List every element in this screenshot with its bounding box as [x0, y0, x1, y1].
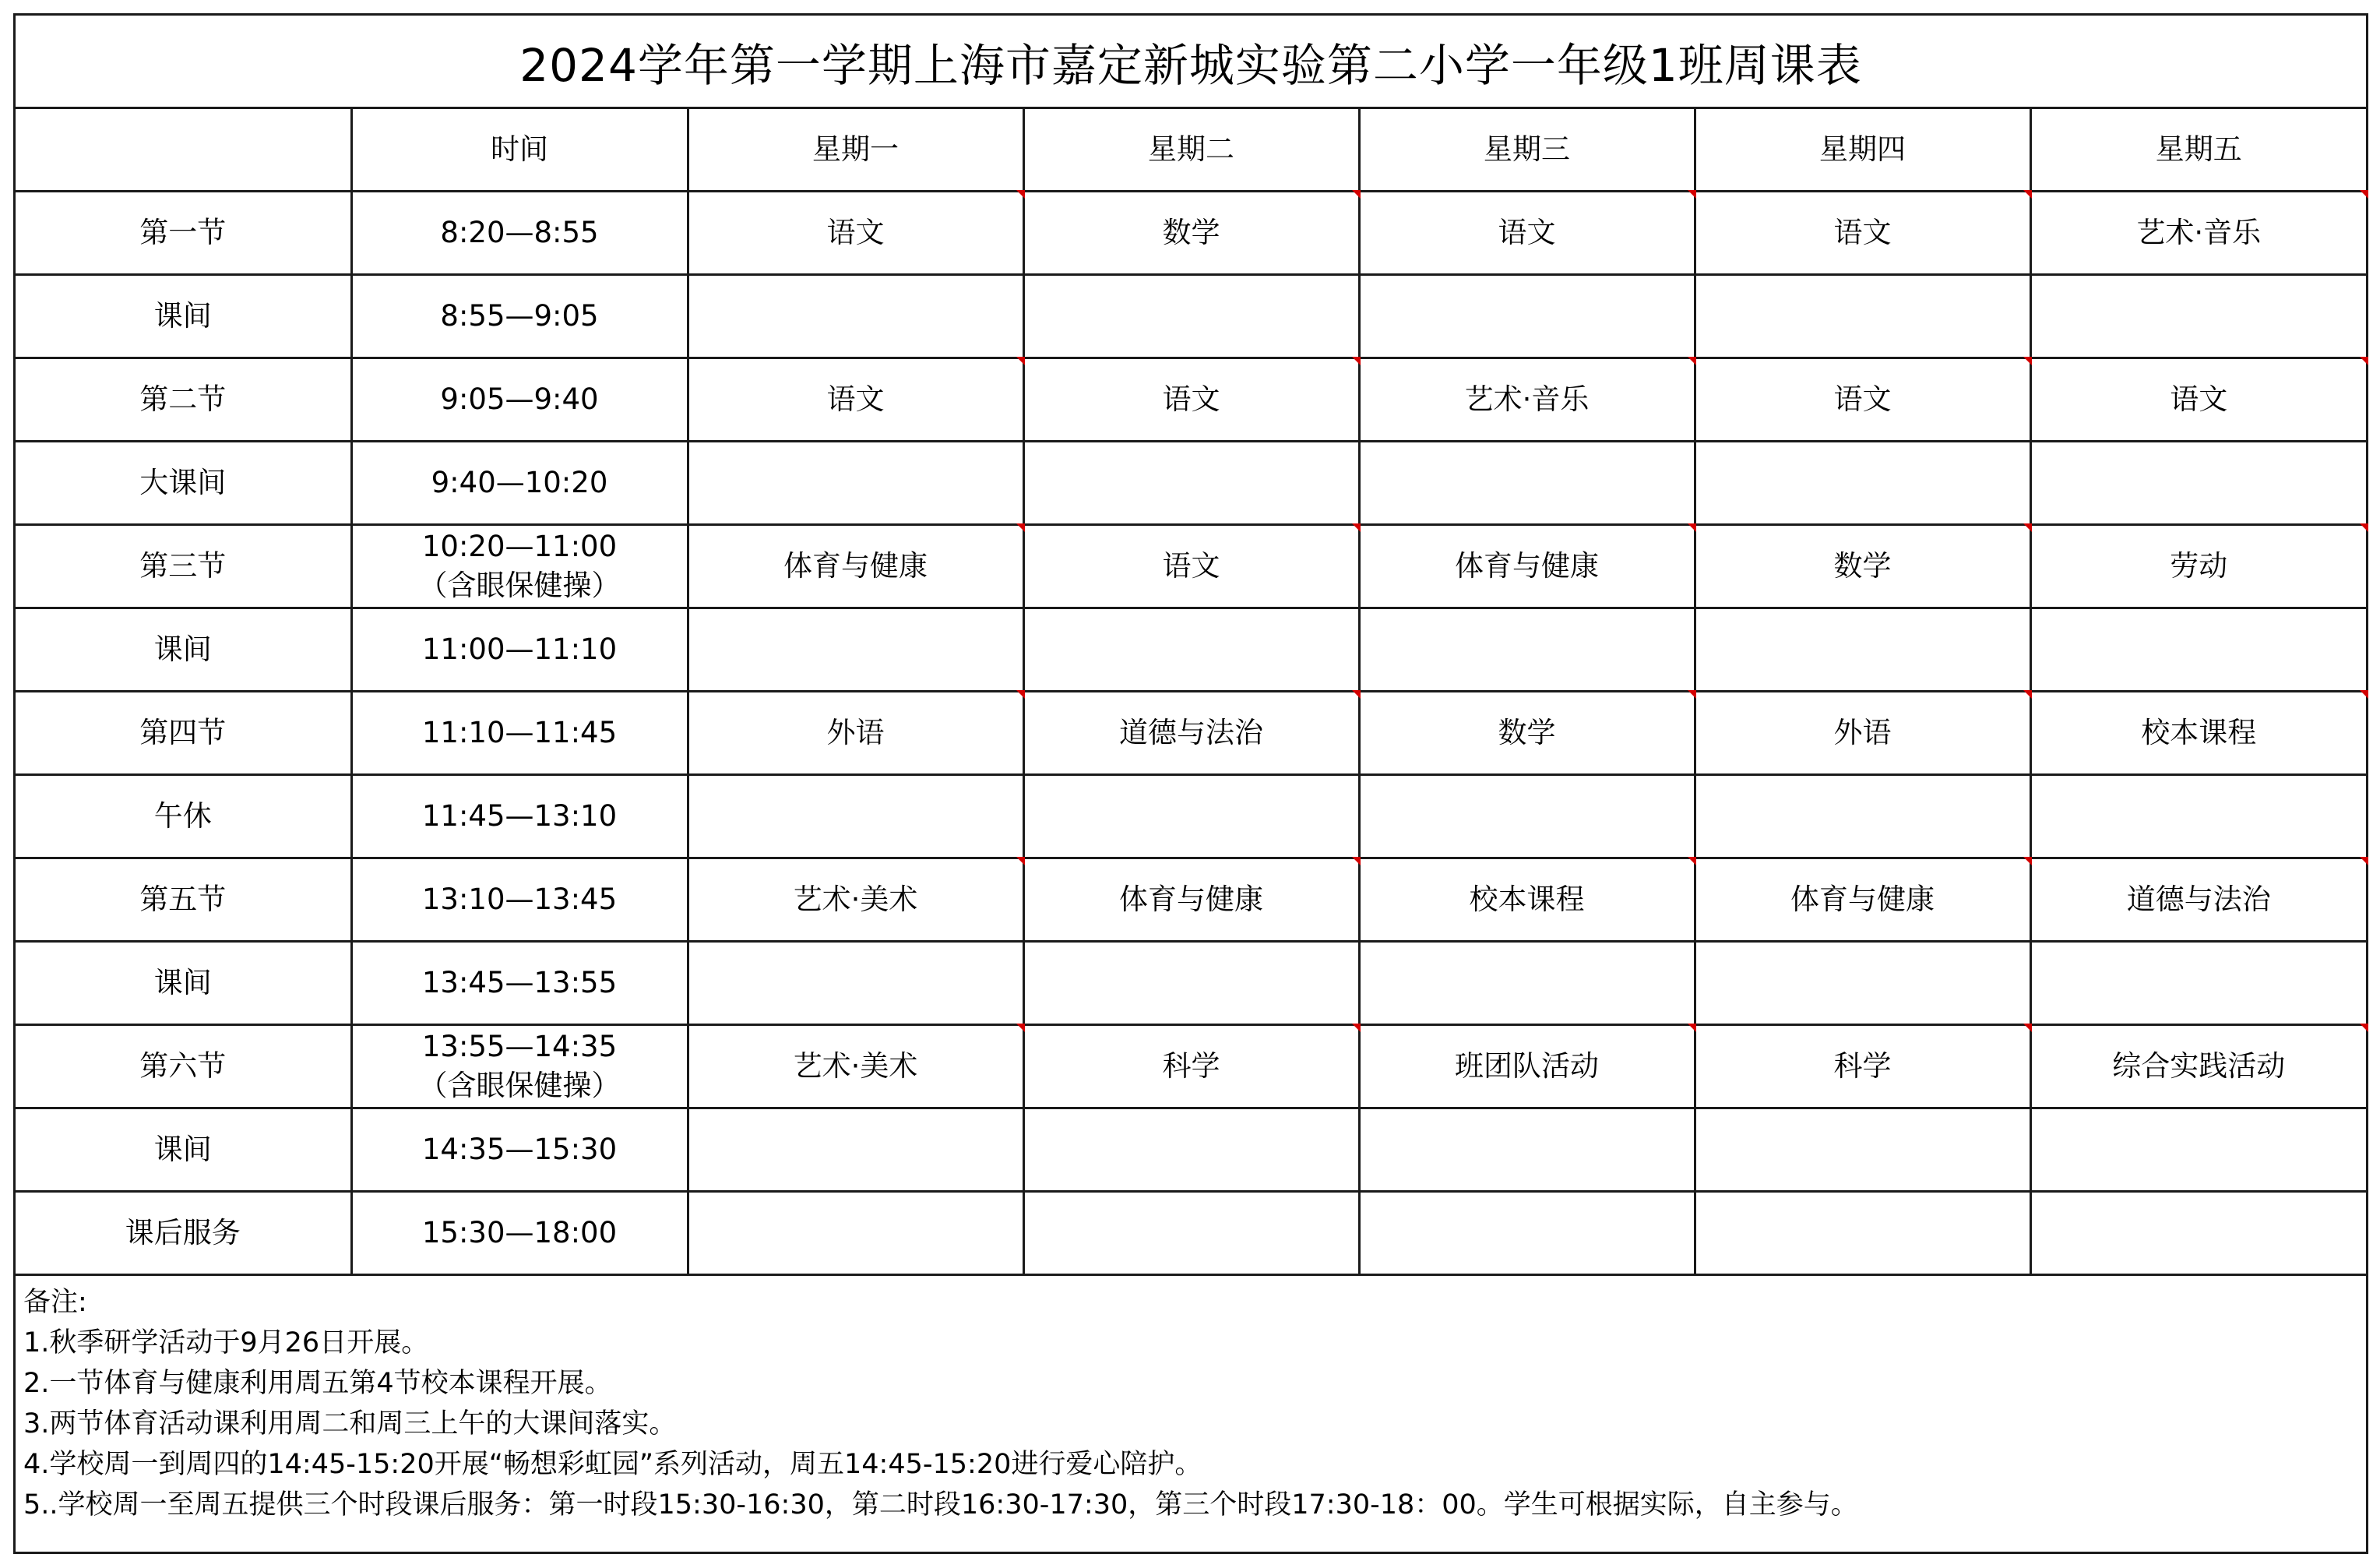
class-cell-wednesday[interactable]: 数学 [1359, 692, 1695, 775]
period-name-cell[interactable]: 第二节 [16, 358, 351, 442]
class-cell-wednesday[interactable]: 班团队活动 [1359, 1025, 1695, 1108]
note-line: 4.学校周一到周四的14:45-15:20开展“畅想彩虹园”系列活动，周五14:45-15:20进行爱心陪护。 [23, 1449, 1202, 1480]
period-time-cell[interactable] [351, 1192, 688, 1275]
timetable-body [16, 109, 2366, 1275]
class-cell-thursday[interactable] [1695, 1192, 2030, 1275]
class-cell-wednesday[interactable] [1359, 442, 1695, 525]
period-name-cell[interactable]: 课后服务 [16, 1192, 351, 1275]
class-cell-tuesday[interactable] [1023, 775, 1359, 858]
period-time-cell[interactable] [351, 1108, 688, 1192]
note-line: 3.两节体育活动课利用周二和周三上午的大课间落实。 [23, 1408, 677, 1439]
class-cell-friday[interactable]: 校本课程 [2030, 692, 2366, 775]
class-cell-tuesday[interactable]: 语文 [1023, 525, 1359, 608]
header-day-thursday[interactable]: 星期四 [1695, 109, 2030, 192]
class-cell-monday[interactable]: 体育与健康 [688, 525, 1023, 608]
class-cell-monday[interactable] [688, 942, 1023, 1025]
class-cell-wednesday[interactable] [1359, 275, 1695, 358]
header-day-monday[interactable]: 星期一 [688, 109, 1023, 192]
class-cell-friday[interactable]: 语文 [2030, 358, 2366, 442]
table-row [16, 858, 2366, 942]
period-name-cell[interactable]: 课间 [16, 275, 351, 358]
period-name-cell[interactable]: 课间 [16, 942, 351, 1025]
time-range-text: 11:10—11:45 [421, 716, 618, 750]
table-row [16, 942, 2366, 1025]
period-time-cell[interactable] [351, 1025, 688, 1108]
header-day-wednesday[interactable]: 星期三 [1359, 109, 1695, 192]
class-cell-monday[interactable] [688, 442, 1023, 525]
timetable [16, 109, 2366, 1276]
table-row [16, 775, 2366, 858]
time-range-text: 13:10—13:45 [421, 883, 618, 917]
time-range-text: 9:40—10:20 [431, 466, 608, 500]
notes-section [16, 1276, 2366, 1525]
table-row [16, 1192, 2366, 1275]
table-row [16, 692, 2366, 775]
class-cell-tuesday[interactable]: 体育与健康 [1023, 858, 1359, 942]
class-cell-thursday[interactable] [1695, 442, 2030, 525]
class-cell-friday[interactable] [2030, 275, 2366, 358]
period-name-cell[interactable]: 第一节 [16, 192, 351, 275]
table-row [16, 192, 2366, 275]
note-line: 1.秋季研学活动于9月26日开展。 [23, 1327, 429, 1358]
class-cell-tuesday[interactable]: 语文 [1023, 358, 1359, 442]
class-cell-monday[interactable]: 艺术·美术 [688, 1025, 1023, 1108]
time-range-text: 9:05—9:40 [440, 382, 599, 417]
table-row [16, 358, 2366, 442]
class-cell-monday[interactable]: 艺术·美术 [688, 858, 1023, 942]
class-cell-friday[interactable] [2030, 608, 2366, 692]
class-cell-tuesday[interactable]: 道德与法治 [1023, 692, 1359, 775]
time-range-text: 15:30—18:00 [421, 1216, 618, 1250]
timetable-sheet [13, 13, 2368, 1554]
table-row [16, 1108, 2366, 1192]
header-blank-cell[interactable] [16, 109, 351, 192]
class-cell-monday[interactable] [688, 1192, 1023, 1275]
note-line: 2.一节体育与健康利用周五第4节校本课程开展。 [23, 1368, 612, 1399]
period-name-cell[interactable]: 大课间 [16, 442, 351, 525]
period-time-cell[interactable] [351, 942, 688, 1025]
class-cell-thursday[interactable] [1695, 1108, 2030, 1192]
class-cell-monday[interactable]: 外语 [688, 692, 1023, 775]
class-cell-thursday[interactable]: 外语 [1695, 692, 2030, 775]
class-cell-friday[interactable] [2030, 442, 2366, 525]
class-cell-wednesday[interactable]: 校本课程 [1359, 858, 1695, 942]
class-cell-friday[interactable]: 劳动 [2030, 525, 2366, 608]
period-name-cell[interactable]: 第六节 [16, 1025, 351, 1108]
class-cell-friday[interactable] [2030, 1108, 2366, 1192]
class-cell-tuesday[interactable]: 数学 [1023, 192, 1359, 275]
time-range-text: 13:55—14:35 [421, 1030, 618, 1064]
time-range-text: 11:45—13:10 [421, 799, 618, 833]
class-cell-tuesday[interactable] [1023, 1192, 1359, 1275]
class-cell-thursday[interactable] [1695, 275, 2030, 358]
period-time-cell[interactable] [351, 608, 688, 692]
table-row [16, 1025, 2366, 1108]
period-time-cell[interactable] [351, 275, 688, 358]
class-cell-thursday[interactable]: 数学 [1695, 525, 2030, 608]
class-cell-tuesday[interactable] [1023, 608, 1359, 692]
class-cell-friday[interactable]: 道德与法治 [2030, 858, 2366, 942]
period-name-cell[interactable]: 第四节 [16, 692, 351, 775]
class-cell-thursday[interactable] [1695, 608, 2030, 692]
page-title: 2024学年第一学期上海市嘉定新城实验第二小学一年级1班周课表 [16, 16, 2366, 109]
period-name-cell[interactable]: 午休 [16, 775, 351, 858]
class-cell-thursday[interactable] [1695, 775, 2030, 858]
period-name-cell[interactable]: 课间 [16, 608, 351, 692]
period-time-cell[interactable] [351, 692, 688, 775]
class-cell-monday[interactable] [688, 275, 1023, 358]
time-note-text: （含眼保健操） [418, 569, 621, 602]
class-cell-monday[interactable] [688, 1108, 1023, 1192]
period-time-cell[interactable] [351, 525, 688, 608]
class-cell-wednesday[interactable]: 艺术·音乐 [1359, 358, 1695, 442]
time-range-text: 11:00—11:10 [421, 633, 618, 667]
class-cell-tuesday[interactable] [1023, 442, 1359, 525]
class-cell-tuesday[interactable]: 科学 [1023, 1025, 1359, 1108]
period-time-cell[interactable] [351, 858, 688, 942]
class-cell-thursday[interactable]: 科学 [1695, 1025, 2030, 1108]
time-range-text: 10:20—11:00 [421, 530, 618, 564]
class-cell-tuesday[interactable] [1023, 275, 1359, 358]
class-cell-monday[interactable]: 语文 [688, 358, 1023, 442]
class-cell-friday[interactable] [2030, 942, 2366, 1025]
table-row [16, 442, 2366, 525]
class-cell-thursday[interactable]: 语文 [1695, 192, 2030, 275]
class-cell-thursday[interactable] [1695, 942, 2030, 1025]
time-note-text: （含眼保健操） [418, 1069, 621, 1102]
class-cell-monday[interactable] [688, 775, 1023, 858]
class-cell-friday[interactable] [2030, 1192, 2366, 1275]
period-time-cell[interactable] [351, 775, 688, 858]
note-line: 5..学校周一至周五提供三个时段课后服务：第一时段15:30-16:30，第二时段16:30-17:30，第三个时段17:30-18：00。学生可根据实际，自主参与。 [23, 1489, 1858, 1520]
period-time-cell[interactable] [351, 358, 688, 442]
class-cell-tuesday[interactable] [1023, 1108, 1359, 1192]
period-time-cell[interactable] [351, 442, 688, 525]
class-cell-wednesday[interactable] [1359, 775, 1695, 858]
class-cell-friday[interactable] [2030, 775, 2366, 858]
table-row [16, 275, 2366, 358]
period-name-cell[interactable]: 第五节 [16, 858, 351, 942]
period-name-cell[interactable]: 第三节 [16, 525, 351, 608]
period-time-cell[interactable] [351, 192, 688, 275]
class-cell-monday[interactable] [688, 608, 1023, 692]
class-cell-thursday[interactable]: 体育与健康 [1695, 858, 2030, 942]
notes-heading: 备注: [23, 1287, 87, 1318]
period-name-cell[interactable]: 课间 [16, 1108, 351, 1192]
class-cell-wednesday[interactable] [1359, 608, 1695, 692]
header-row [16, 109, 2366, 192]
header-time-cell[interactable]: 时间 [351, 109, 688, 192]
class-cell-wednesday[interactable] [1359, 942, 1695, 1025]
time-range-text: 13:45—13:55 [421, 966, 618, 1000]
header-day-tuesday[interactable]: 星期二 [1023, 109, 1359, 192]
time-range-text: 14:35—15:30 [421, 1133, 618, 1167]
time-range-text: 8:55—9:05 [440, 299, 599, 333]
class-cell-wednesday[interactable] [1359, 1108, 1695, 1192]
class-cell-thursday[interactable]: 语文 [1695, 358, 2030, 442]
table-row [16, 608, 2366, 692]
time-range-text: 8:20—8:55 [440, 216, 599, 250]
table-row [16, 525, 2366, 608]
class-cell-wednesday[interactable]: 体育与健康 [1359, 525, 1695, 608]
class-cell-monday[interactable]: 语文 [688, 192, 1023, 275]
class-cell-wednesday[interactable] [1359, 1192, 1695, 1275]
class-cell-wednesday[interactable]: 语文 [1359, 192, 1695, 275]
class-cell-tuesday[interactable] [1023, 942, 1359, 1025]
class-cell-friday[interactable]: 综合实践活动 [2030, 1025, 2366, 1108]
header-day-friday[interactable]: 星期五 [2030, 109, 2366, 192]
class-cell-friday[interactable]: 艺术·音乐 [2030, 192, 2366, 275]
